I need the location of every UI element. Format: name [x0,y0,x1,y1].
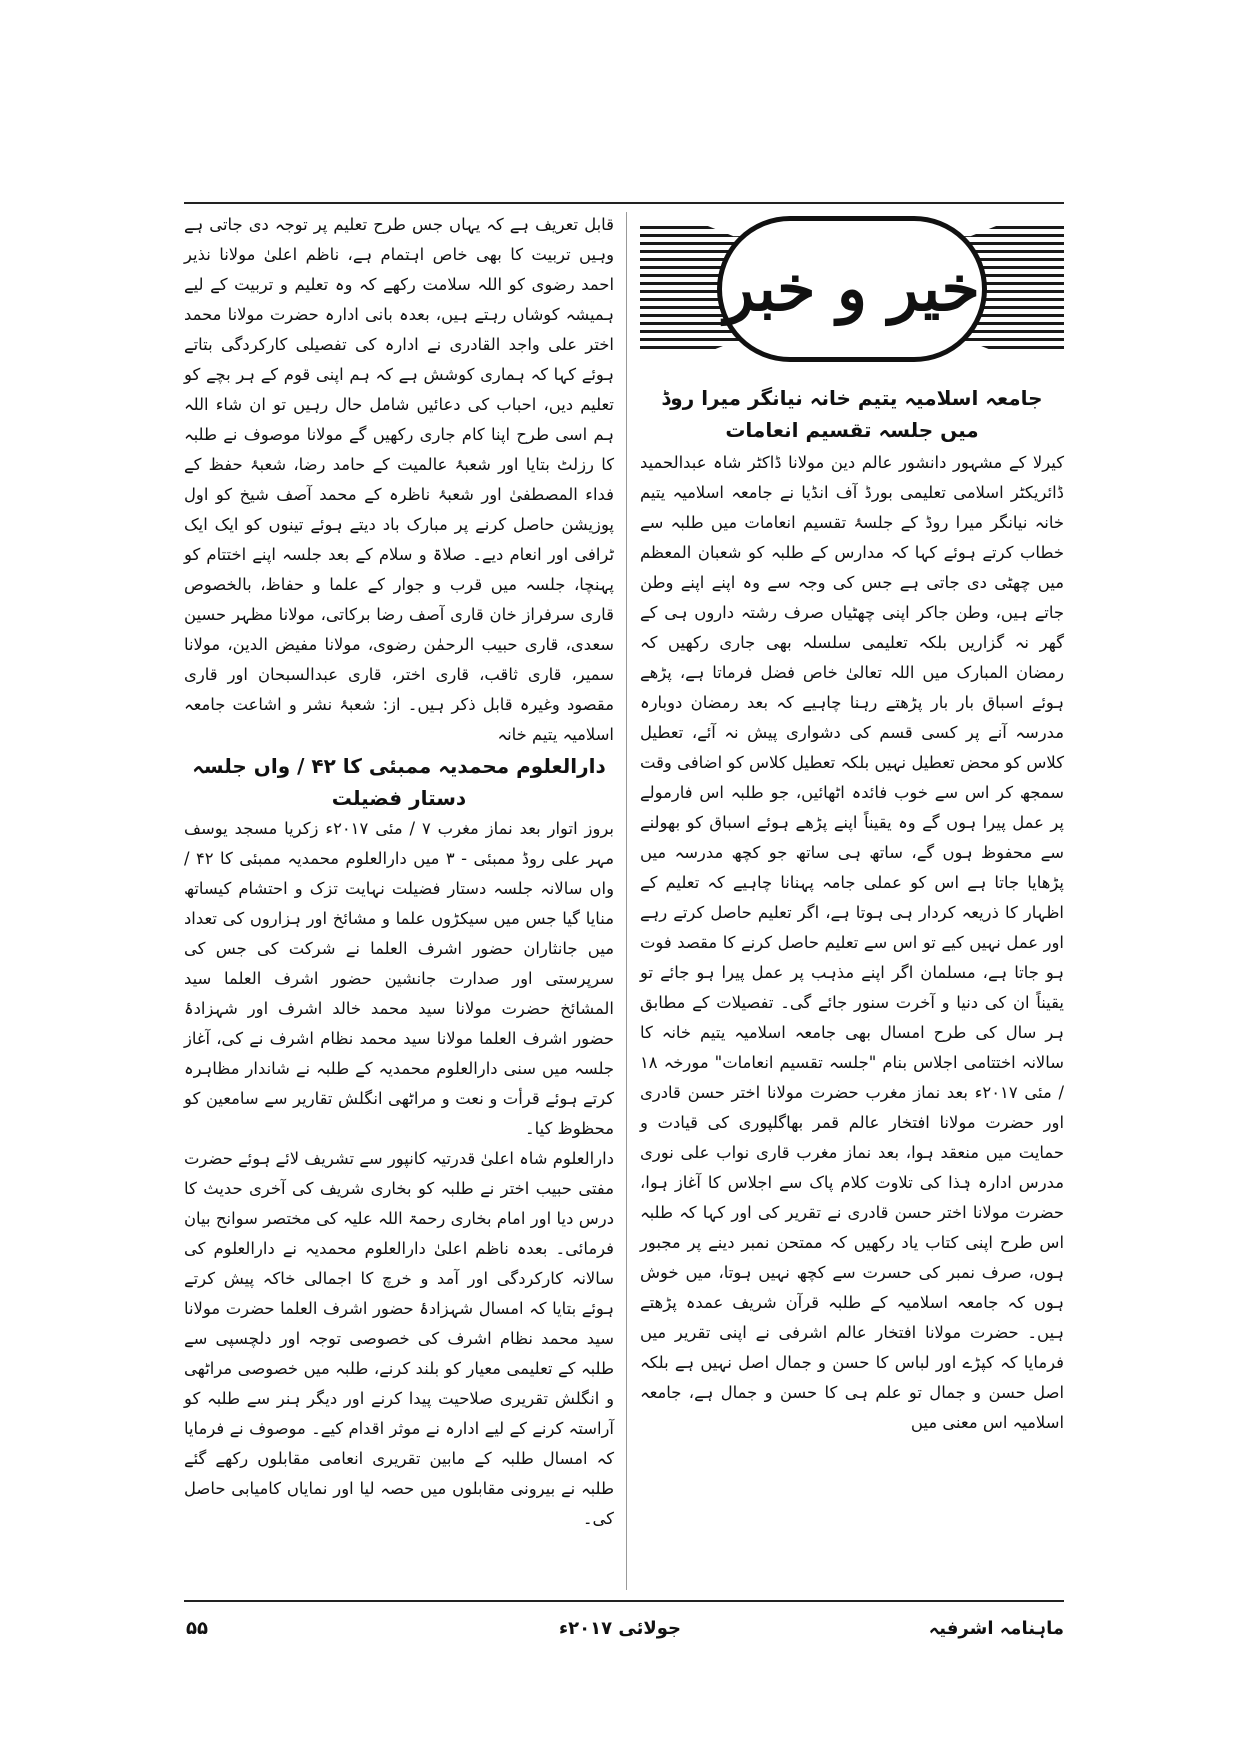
article-2-headline: دارالعلوم محمدیہ ممبئی کا ۴۲ / واں جلسہ دستار فضیلت [192,754,606,810]
article-1-continuation: قابل تعریف ہے کہ یہاں جس طرح تعلیم پر توجہ دی جاتی ہے وہیں تربیت کا بھی خاص اہتمام ہے، ناظم اعلیٰ مولانا نذیر احمد رضوی کو اللہ سلامت رکھے کہ وہ تعلیم و تربیت کے لیے ہمیشہ کوشاں رہتے ہیں، بعدہ بانی ادارہ حضرت مولانا محمد اختر علی واجد القادری نے ادارہ کی تفصیلی کارکردگی بتاتے ہوئے کہا کہ ہماری کوشش ہے کہ ہم اپنی قوم کے ہر بچے کو تعلیم دیں، احباب کی دعائیں شامل حال رہیں تو ان شاء اللہ ہم اسی طرح اپنا کام جاری رکھیں گے مولانا موصوف نے طلبہ کا رزلٹ بتایا اور شعبۂ عالمیت کے حامد رضا، شعبۂ حفظ کے فداء المصطفیٰ اور شعبۂ ناظرہ کے محمد آصف شیخ کو اول پوزیشن حاصل کرنے پر مبارک باد دیتے ہوئے تینوں کو ایک ایک ٹرافی اور انعام دیے۔ صلاۃ و سلام کے بعد جلسہ اپنے اختتام کو پہنچا، جلسہ میں قرب و جوار کے علما و حفاظ، بالخصوص قاری سرفراز خان قاری آصف رضا برکاتی، مولانا مظہر حسین سعدی، قاری حبیب الرحمٰن رضوی، مولانا مفیض الدین، مولانا سمیر، قاری ثاقب، قاری اختر، قاری عبدالسبحان اور قاری مقصود وغیرہ قابل ذکر ہیں۔ از: شعبۂ نشر و اشاعت جامعہ اسلامیہ یتیم خانہ [184,215,614,744]
footer-magazine-name: ماہنامہ اشرفیہ [928,1618,1064,1639]
banner-badge [717,216,987,362]
article-1-body: کیرلا کے مشہور دانشور عالم دین مولانا ڈاکٹر شاہ عبدالحمید ڈائریکٹر اسلامی تعلیمی بورڈ آف انڈیا نے جامعہ اسلامیہ یتیم خانہ نیانگر میرا روڈ کے جلسۂ تقسیم انعامات میں طلبہ سے خطاب کرتے ہوئے کہا کہ مدارس کے طلبہ کو شعبان المعظم میں چھٹی دی جاتی ہے جس کی وجہ سے وہ اپنے اپنے وطن جاتے ہیں، وطن جاکر اپنی چھٹیاں صرف رشتہ داروں ہی کے گھر نہ گزاریں بلکہ تعلیمی سلسلہ بھی جاری رکھیں کہ رمضان المبارک میں اللہ تعالیٰ خاص فضل فرماتا ہے، پڑھے ہوئے اسباق بار بار پڑھتے رہنا چاہیے کہ بعد رمضان دوبارہ مدرسہ آنے پر کسی قسم کی دشواری پیش نہ آئے، تعطیل کلاس کو محض تعطیل نہیں بلکہ تعطیل کلاس کو اضافی وقت سمجھ کر اس سے خوب فائدہ اٹھائیں، جو طلبہ اس فارمولے پر عمل پیرا ہوں گے وہ یقیناً اپنے پڑھے ہوئے اسباق کو بھولنے سے محفوظ ہوں گے، ساتھ ہی ساتھ جو کچھ مدرسہ میں پڑھایا جاتا ہے اس کو عملی جامہ پہنانا چاہیے کہ تعلیم کے اظہار کا ذریعہ کردار ہی ہوتا ہے، اگر تعلیم حاصل کرتے رہے اور عمل نہیں کیے تو اس سے تعلیم حاصل کرنے کا مقصد فوت ہو جاتا ہے، مسلمان اگر اپنے مذہب پر عمل پیرا ہو جائے تو یقیناً ان کی دنیا و آخرت سنور جائے گی۔ تفصیلات کے مطابق ہر سال کی طرح امسال بھی جامعہ اسلامیہ یتیم خانہ کا سالانہ اختتامی اجلاس بنام "جلسہ تقسیم انعامات" مورخہ ۱۸ / مئی ۲۰۱۷ء بعد نماز مغرب حضرت مولانا اختر حسن قادری اور حضرت مولانا افتخار عالم قمر بھاگلپوری کی قیادت و حمایت میں منعقد ہوا، بعد نماز مغرب قاری نواب علی نوری مدرس ادارہ ہٰذا کی تلاوت کلام پاک سے اجلاس کا آغاز ہوا، حضرت مولانا اختر حسن قادری نے تقریر کی اور کہا کہ طلبہ اس طرح اپنی کتاب یاد رکھیں کہ ممتحن نمبر دینے پر مجبور ہوں، صرف نمبر کی حسرت سے کچھ نہیں ہوتا، میں خوش ہوں کہ جامعہ اسلامیہ کے طلبہ قرآن شریف عمدہ پڑھتے ہیں۔ حضرت مولانا افتخار عالم اشرفی نے اپنی تقریر میں فرمایا کہ کپڑے اور لباس کا حسن و جمال اصل نہیں ہے بلکہ اصل حسن و جمال تو علم ہی کا حسن و جمال ہے، جامعہ اسلامیہ اس معنی میں [640,453,1064,1432]
top-rule [184,202,1064,204]
right-column [640,210,1064,1438]
column-separator [626,212,627,1590]
footer-issue-date: جولائی ۲۰۱۷ء [558,1618,682,1639]
article-2-paragraph-2: دارالعلوم شاہ اعلیٰ قدرتیہ کانپور سے تشریف لائے ہوئے حضرت مفتی حبیب اختر نے طلبہ کو بخاری شریف کی آخری حدیث کا درس دیا اور امام بخاری رحمۃ اللہ علیہ کی مختصر سوانح بیان فرمائی۔ بعدہ ناظم اعلیٰ دارالعلوم محمدیہ نے دارالعلوم کی سالانہ کارکردگی اور آمد و خرچ کا اجمالی خاکہ پیش کرتے ہوئے بتایا کہ امسال شہزادۂ حضور اشرف العلما حضرت مولانا سید محمد نظام اشرف کی خصوصی توجہ اور دلچسپی سے طلبہ کے تعلیمی معیار کو بلند کرنے، طلبہ میں خصوصی مراٹھی و انگلش تقریری صلاحیت پیدا کرنے اور دیگر ہنر سے طلبہ کو آراستہ کرنے کے لیے ادارہ نے موثر اقدام کیے۔ موصوف نے فرمایا کہ امسال طلبہ کے مابین تقریری انعامی مقابلوں رکھے گئے طلبہ نے بیرونی مقابلوں میں حصہ لیا اور نمایاں کامیابی حاصل کی۔ [184,1149,615,1528]
article-1-headline: جامعہ اسلامیہ یتیم خانہ نیانگر میرا روڈ میں جلسہ تقسیم انعامات [661,386,1043,442]
footer-page-number: ۵۵ [186,1618,208,1639]
section-banner [640,210,1064,376]
section-title: خیر و خبر [724,252,980,325]
article-2-paragraph-1: بروز اتوار بعد نماز مغرب ۷ / مئی ۲۰۱۷ء زکریا مسجد یوسف مہر علی روڈ ممبئی - ۳ میں دارالعلوم محمدیہ ممبئی کا ۴۲ / واں سالانہ جلسہ دستار فضیلت نہایت تزک و احتشام کیساتھ منایا گیا جس میں سیکڑوں علما و مشائخ اور ہزاروں کی تعداد میں جانثاران حضور اشرف العلما نے شرکت کی جس کی سرپرستی اور صدارت جانشین حضور اشرف العلما سید المشائخ حضرت مولانا سید محمد خالد اشرف اور شہزادۂ حضور اشرف العلما مولانا سید محمد نظام اشرف نے کی، آغاز جلسہ میں سنی دارالعلوم محمدیہ کے طلبہ نے شاندار مظاہرہ کرتے ہوئے قرأت و نعت و مراٹھی انگلش تقاریر سے سامعین کو محظوظ کیا۔ [184,819,615,1138]
left-column [184,210,614,1534]
bottom-rule [184,1600,1064,1602]
